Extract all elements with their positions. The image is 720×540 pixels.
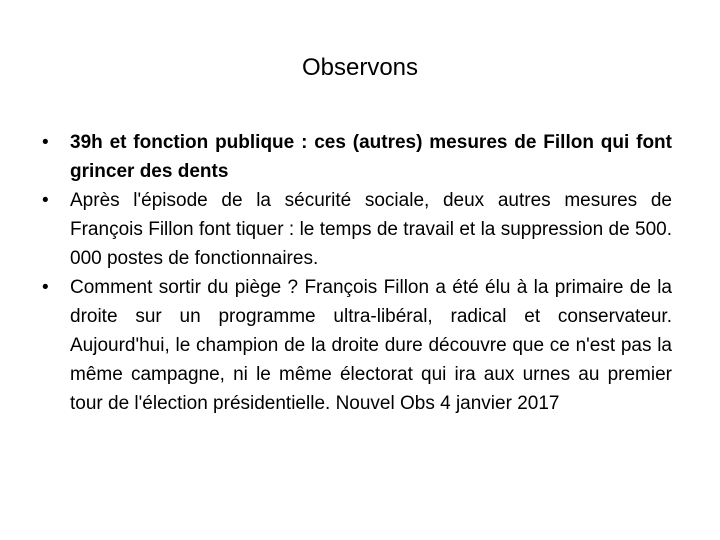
bullet-item-3 bbox=[40, 273, 672, 418]
bullet-list bbox=[40, 128, 672, 418]
bullet-item-1 bbox=[40, 128, 672, 186]
bullet-item-2 bbox=[40, 186, 672, 273]
bullet-marker: • bbox=[42, 190, 49, 211]
bullet-marker: • bbox=[42, 277, 49, 298]
bullet-marker: • bbox=[42, 132, 49, 153]
bullet-text: Comment sortir du piège ? François Fillon a été élu à la primaire de la droite sur un programme ultra-libéral, radical et conservateur. Aujourd'hui, le champion de la droite dure découvre que ce n'est pas la même campagne, ni le même électorat qui ira aux urnes au premier tour de l'élection présidentielle. Nouvel Obs 4 janvier 2017 bbox=[70, 277, 672, 414]
bullet-text: 39h et fonction publique : ces (autres) mesures de Fillon qui font grincer des dents bbox=[70, 132, 672, 182]
bullet-text: Après l'épisode de la sécurité sociale, deux autres mesures de François Fillon font tiquer : le temps de travail et la suppression de 500. 000 postes de fonctionnaires. bbox=[70, 190, 672, 269]
slide-title: Observons bbox=[301, 54, 419, 81]
